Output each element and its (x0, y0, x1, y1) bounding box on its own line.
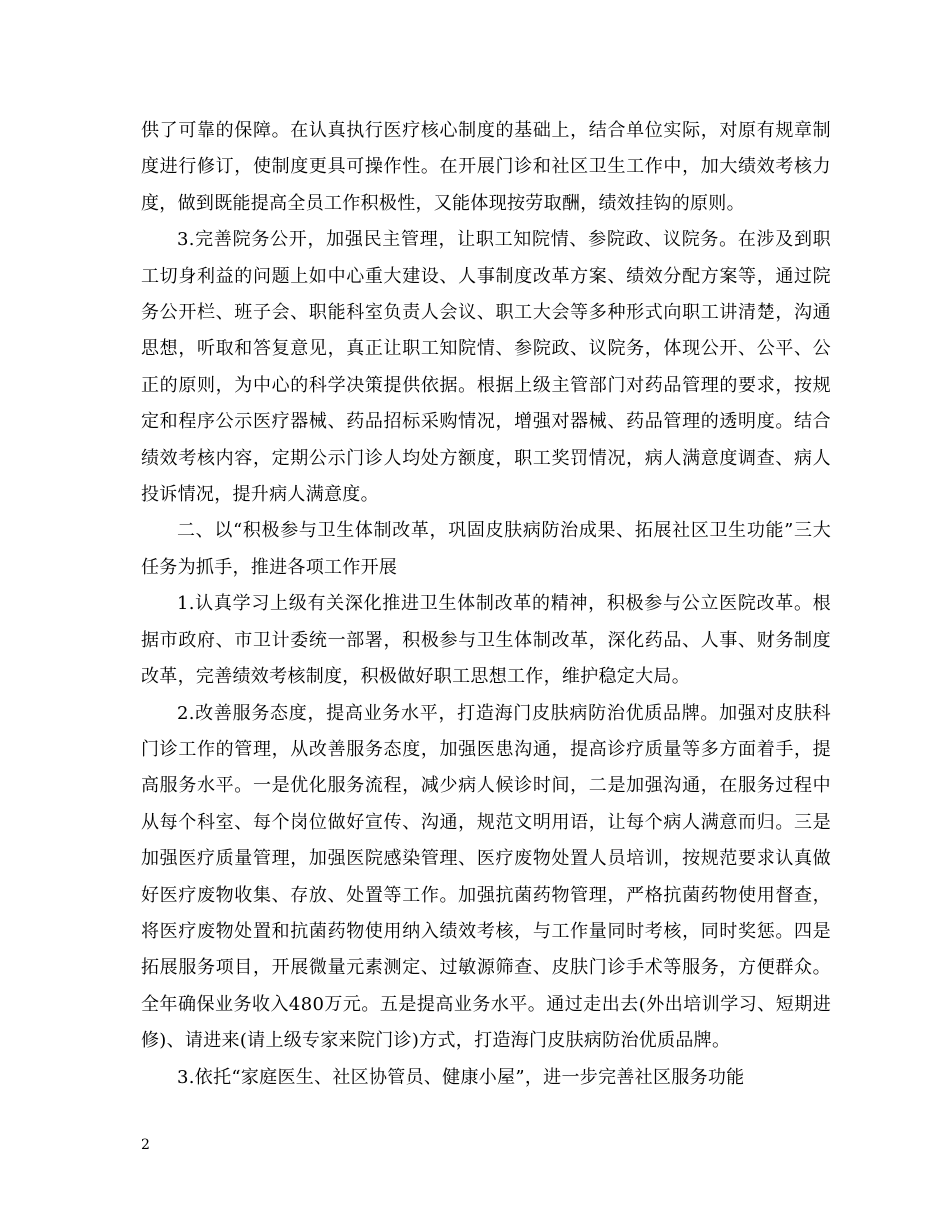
paragraph-5: 2.改善服务态度，提高业务水平，打造海门皮肤病防治优质品牌。加强对皮肤科门诊工作的管理，从改善服务态度，加强医患沟通，提高诊疗质量等多方面着手，提高服务水平。一是优化服务流程，减少病人候诊时间，二是加强沟通，在服务过程中从每个科室、每个岗位做好宣传、沟通，规范文明用语，让每个病人满意而归。三是加强医疗质量管理，加强医院感染管理、医疗废物处置人员培训，按规范要求认真做好医疗废物收集、存放、处置等工作。加强抗菌药物管理，严格抗菌药物使用督查，将医疗废物处置和抗菌药物使用纳入绩效考核，与工作量同时考核，同时奖惩。四是拓展服务项目，开展微量元素测定、过敏源筛查、皮肤门诊手术等服务，方便群众。全年确保业务收入480万元。五是提高业务水平。通过走出去(外出培训学习、短期进修)、请进来(请上级专家来院门诊)方式，打造海门皮肤病防治优质品牌。 (141, 702, 831, 1052)
paragraph-1: 供了可靠的保障。在认真执行医疗核心制度的基础上，结合单位实际，对原有规章制度进行修订，使制度更具可操作性。在开展门诊和社区卫生工作中，加大绩效考核力度，做到既能提高全员工作积极性，又能体现按劳取酬，绩效挂钩的原则。 (141, 120, 831, 214)
paragraph-3: 二、以“积极参与卫生体制改革，巩固皮肤病防治成果、拓展社区卫生功能”三大任务为抓手，推进各项工作开展 (141, 520, 831, 578)
paragraph-2: 3.完善院务公开，加强民主管理，让职工知院情、参院政、议院务。在涉及到职工切身利益的问题上如中心重大建设、人事制度改革方案、绩效分配方案等，通过院务公开栏、班子会、职能科室负责人会议、职工大会等多种形式向职工讲清楚，沟通思想，听取和答复意见，真正让职工知院情、参院政、议院务，体现公开、公平、公正的原则，为中心的科学决策提供依据。根据上级主管部门对药品管理的要求，按规定和程序公示医疗器械、药品招标采购情况，增强对器械、药品管理的透明度。结合绩效考核内容，定期公示门诊人均处方额度，职工奖罚情况，病人满意度调查、病人投诉情况，提升病人满意度。 (141, 229, 831, 506)
page-number: 2 (141, 1137, 150, 1153)
paragraph-4: 1.认真学习上级有关深化推进卫生体制改革的精神，积极参与公立医院改革。根据市政府、市卫计委统一部署，积极参与卫生体制改革，深化药品、人事、财务制度改革，完善绩效考核制度，积极做好职工思想工作，维护稳定大局。 (141, 593, 831, 688)
document-body (141, 113, 831, 1096)
paragraph-6: 3.依托“家庭医生、社区协管员、健康小屋”，进一步完善社区服务功能 (177, 1066, 745, 1088)
